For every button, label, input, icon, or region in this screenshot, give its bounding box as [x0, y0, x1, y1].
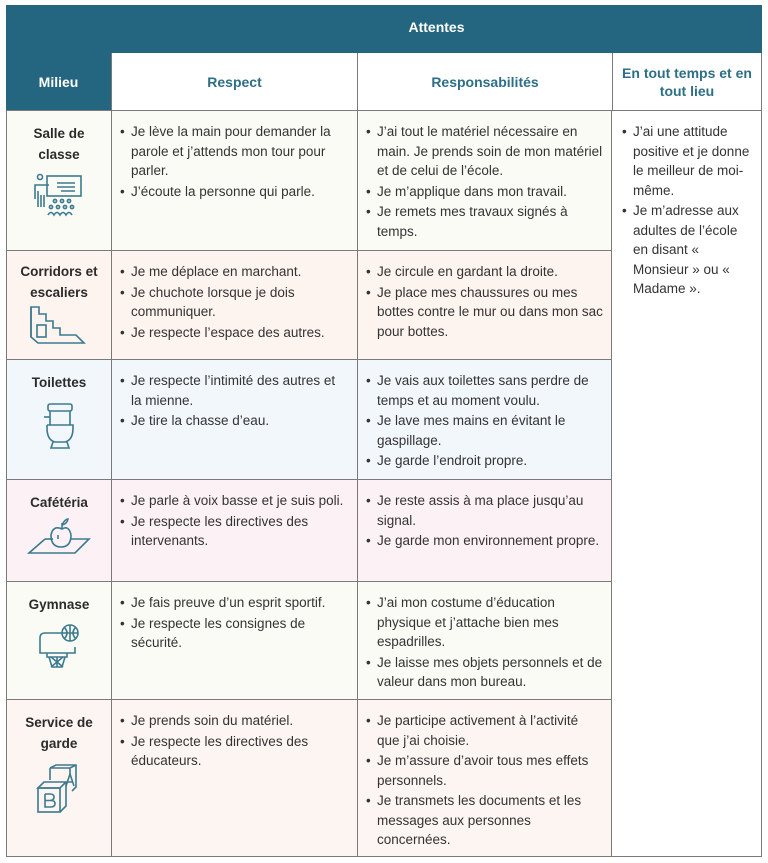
respect-list [120, 122, 349, 201]
list-item: • Je respecte les directives des éducateurs. [120, 732, 349, 771]
apple-tray-icon [27, 517, 91, 555]
milieu-cell [6, 700, 111, 856]
respect-list [120, 711, 349, 771]
list-item: • Je lave mes mains en évitant le gaspillage. [366, 411, 603, 450]
list-item: • J’ai mon costume d’éducation physique et j’attache bien mes espadrilles. [366, 593, 603, 652]
column-header-responsabilites: Responsabilités [357, 53, 612, 110]
responsabilites-list [366, 593, 603, 692]
stairs-icon [28, 305, 90, 345]
list-item: • Je respecte les consignes de sécurité. [120, 614, 349, 653]
list-item: • Je transmets les documents et les messages aux personnes concernées. [366, 791, 603, 850]
responsabilites-list [366, 711, 603, 850]
table-row [6, 699, 612, 856]
column-header-respect: Respect [111, 53, 357, 110]
milieu-cell [6, 251, 111, 359]
list-item: • Je m’assure d’avoir tous mes effets personnels. [366, 751, 603, 790]
toilet-icon [41, 401, 77, 451]
list-item: • Je m’adresse aux adultes de l’école en disant « Monsieur » ou « Madame ». [622, 201, 753, 299]
respect-list [120, 371, 349, 431]
list-item: • Je reste assis à ma place jusqu’au signal. [366, 491, 603, 530]
responsabilites-cell [357, 360, 612, 479]
responsabilites-cell [357, 700, 612, 856]
list-item: • Je prends soin du matériel. [120, 711, 349, 731]
milieu-label: Cafétéria [30, 495, 88, 510]
table-row [6, 250, 612, 359]
milieu-cell [6, 111, 111, 250]
table-row [6, 479, 612, 581]
responsabilites-list [366, 122, 603, 241]
header-title: Attentes [408, 19, 465, 35]
responsabilites-cell [357, 480, 612, 581]
list-item: • Je respecte l’intimité des autres et la mienne. [120, 371, 349, 410]
responsabilites-cell [357, 111, 612, 250]
responsabilites-list [366, 262, 603, 341]
list-item: • Je participe activement à l’activité que j’ai choisie. [366, 711, 603, 750]
respect-cell [111, 360, 357, 479]
table-row [6, 581, 612, 699]
list-item: • J’ai tout le matériel nécessaire en main. Je prends soin de mon matériel et de celui de l’école. [366, 122, 603, 181]
milieu-label: Gymnase [28, 597, 90, 612]
responsabilites-list [366, 371, 603, 471]
list-item: • Je respecte l’espace des autres. [120, 323, 349, 343]
respect-cell [111, 111, 357, 250]
respect-cell [111, 251, 357, 359]
respect-list [120, 593, 349, 653]
list-item: • Je parle à voix basse et je suis poli. [120, 491, 349, 511]
responsabilites-cell [357, 582, 612, 699]
respect-cell [111, 582, 357, 699]
list-item: • Je place mes chaussures ou mes bottes contre le mur ou dans mon sac pour bottes. [366, 283, 603, 342]
respect-cell [111, 700, 357, 856]
responsabilites-cell [357, 251, 612, 359]
list-item: • Je lève la main pour demander la parole et j’attends mon tour pour parler. [120, 122, 349, 181]
column-header-milieu: Milieu [6, 53, 111, 110]
list-item: • Je laisse mes objets personnels et de valeur dans mon bureau. [366, 653, 603, 692]
milieu-label: Service de garde [25, 715, 93, 751]
responsabilites-list [366, 491, 603, 551]
respect-cell [111, 480, 357, 581]
respect-list [120, 491, 349, 551]
milieu-label: Toilettes [31, 375, 87, 390]
table-bottom-border [6, 856, 762, 857]
list-item: • Je respecte les directives des intervenants. [120, 512, 349, 551]
list-item: • Je garde mon environnement propre. [366, 531, 603, 551]
milieu-cell [6, 480, 111, 581]
list-item: • Je garde l’endroit propre. [366, 451, 603, 471]
milieu-label: Corridors et escaliers [20, 264, 98, 300]
table-row [6, 359, 612, 479]
list-item: • Je circule en gardant la droite. [366, 262, 603, 282]
list-item: • Je tire la chasse d’eau. [120, 411, 349, 431]
abc-blocks-icon [36, 764, 82, 816]
list-item: • Je me déplace en marchant. [120, 262, 349, 282]
milieu-cell [6, 582, 111, 699]
column-header-always: En tout temps et en tout lieu [612, 53, 762, 110]
list-item: • J’ai une attitude positive et je donne le meilleur de moi-même. [622, 122, 753, 200]
list-item: • Je m’applique dans mon travail. [366, 182, 603, 202]
milieu-label: Salle de classe [33, 126, 85, 162]
list-item: • Je fais preuve d’un esprit sportif. [120, 593, 349, 613]
milieu-cell [6, 360, 111, 479]
list-item: • Je chuchote lorsque je dois communiquer. [120, 283, 349, 322]
list-item: • Je remets mes travaux signés à temps. [366, 202, 603, 241]
respect-list [120, 262, 349, 342]
always-cell [612, 110, 762, 856]
classroom-teacher-icon [33, 173, 85, 217]
header-band [6, 5, 762, 53]
list-item: • Je vais aux toilettes sans perdre de temps et au moment voulu. [366, 371, 603, 410]
table-row [6, 110, 612, 250]
always-list [622, 122, 753, 299]
basketball-hoop-icon [37, 623, 81, 669]
list-item: • J’écoute la personne qui parle. [120, 182, 349, 202]
